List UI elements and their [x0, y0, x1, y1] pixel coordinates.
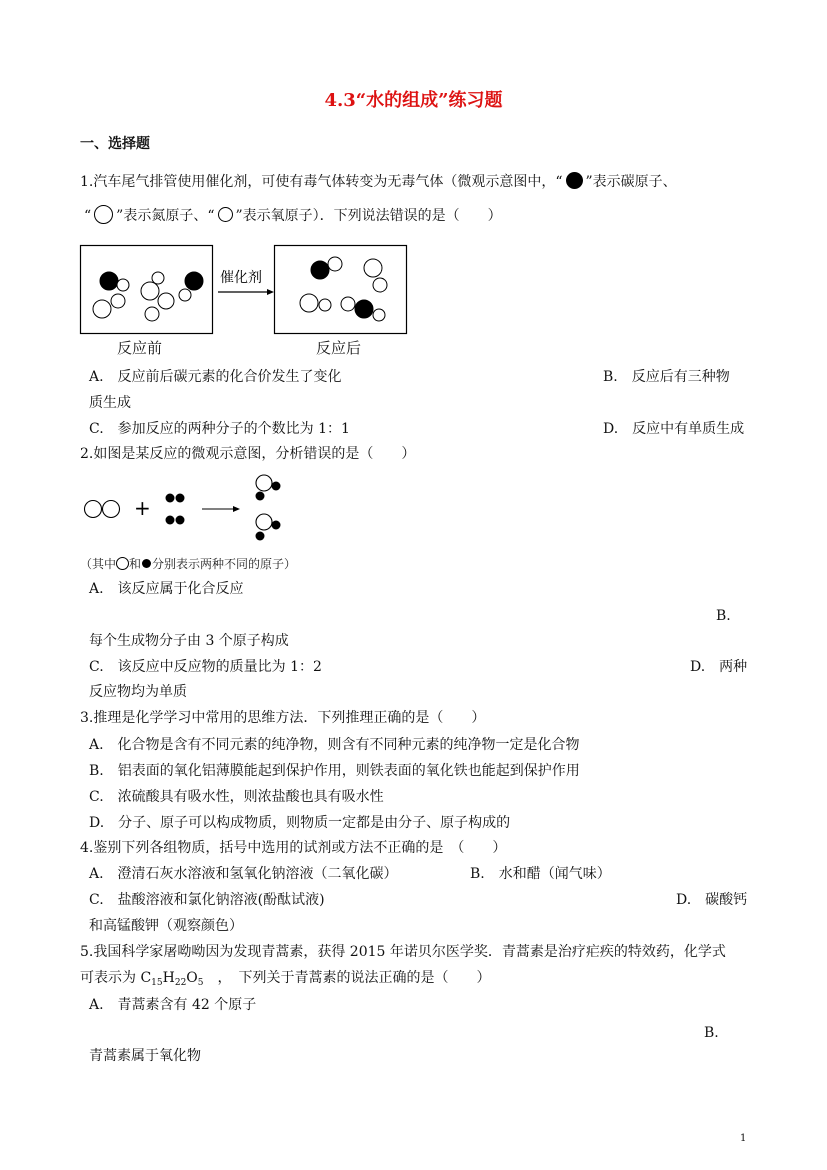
- hydrogen-symbol: H: [162, 970, 175, 986]
- q2-option-b-cont: 每个生成物分子由 3 个原子构成: [89, 633, 289, 649]
- q2-note-text-a: （其中: [80, 557, 117, 571]
- oxygen-atom-icon: [218, 207, 233, 222]
- oxygen-symbol: O: [186, 970, 198, 986]
- product-white-atom: [256, 514, 272, 530]
- q1-stem-text-c: “: [84, 208, 92, 224]
- carbon-atom-icon: [566, 172, 583, 189]
- q1-stem-text-d: ”表示氮原子、“: [116, 208, 215, 224]
- white-atom-icon: [116, 557, 129, 570]
- q2-stem: 2.如图是某反应的微观示意图，分析错误的是（ ）: [80, 446, 416, 462]
- q5-stem-text-a: 可表示为 C: [80, 970, 152, 986]
- q2-option-d[interactable]: D. 两种: [690, 659, 748, 675]
- q5-option-a[interactable]: A. 青蒿素含有 42 个原子: [89, 997, 257, 1013]
- product-black-atom: [256, 532, 265, 541]
- q5-stem-line1: 5.我国科学家屠呦呦因为发现青蒿素，获得 2015 年诺贝尔医学奖．青蒿素是治疗疟疾的特效药，化学式: [80, 944, 726, 960]
- q3-option-d[interactable]: D. 分子、原子可以构成物质，则物质一定都是由分子、原子构成的: [89, 815, 511, 831]
- q1-stem-text-e: ”表示氧原子）．下列说法错误的是（ ）: [235, 208, 502, 224]
- q3-option-c[interactable]: C. 浓硫酸具有吸水性，则浓盐酸也具有吸水性: [89, 789, 384, 805]
- q5-option-b[interactable]: B.: [704, 1025, 719, 1041]
- q3-stem: 3.推理是化学学习中常用的思维方法．下列推理正确的是（ ）: [80, 710, 486, 726]
- black-atom: [176, 516, 185, 525]
- product-black-atom: [272, 482, 281, 491]
- reaction-arrowhead: [267, 289, 274, 295]
- q4-option-a[interactable]: A. 澄清石灰水溶液和氢氧化钠溶液（二氧化碳）: [89, 866, 398, 882]
- product-black-atom: [256, 492, 265, 501]
- carbon-subscript: 15: [151, 978, 163, 988]
- q1-option-d[interactable]: D. 反应中有单质生成: [603, 421, 745, 437]
- q3-option-b[interactable]: B. 铝表面的氧化铝薄膜能起到保护作用，则铁表面的氧化铁也能起到保护作用: [89, 763, 580, 779]
- q4-option-d-cont: 和高锰酸钾（观察颜色）: [89, 918, 243, 934]
- product-black-atom: [272, 521, 281, 530]
- q2-option-b[interactable]: B.: [716, 608, 731, 624]
- black-atom: [166, 494, 175, 503]
- q1-option-c[interactable]: C. 参加反应的两种分子的个数比为 1：1: [89, 421, 350, 437]
- q1-stem-text-a: 1.汽车尾气排管使用催化剂，可使有毒气体转变为无毒气体（微观示意图中，“: [80, 174, 563, 190]
- nitrogen-atom-icon: [94, 205, 113, 224]
- q4-option-b[interactable]: B. 水和醋（闻气味）: [470, 866, 611, 882]
- catalyst-label: 催化剂: [220, 270, 262, 286]
- section-heading: 一、选择题: [80, 136, 150, 152]
- q5-stem-text-b: ， 下列关于青蒿素的说法正确的是（ ）: [203, 970, 491, 986]
- black-atom: [166, 516, 175, 525]
- q2-option-c[interactable]: C. 该反应中反应物的质量比为 1：2: [89, 659, 322, 675]
- q5-option-b-cont: 青蒿素属于氧化物: [89, 1048, 201, 1064]
- hydrogen-subscript: 22: [174, 978, 187, 988]
- after-label: 反应后: [316, 339, 362, 357]
- oxygen-subscript: 5: [197, 978, 204, 988]
- q1-option-b-cont: 质生成: [89, 395, 131, 411]
- q1-option-b[interactable]: B. 反应后有三种物: [603, 369, 730, 385]
- q2-option-a[interactable]: A. 该反应属于化合反应: [89, 581, 244, 597]
- q4-option-d[interactable]: D. 碳酸钙: [676, 892, 748, 908]
- q1-option-a[interactable]: A. 反应前后碳元素的化合价发生了变化: [89, 369, 342, 385]
- q4-option-c[interactable]: C. 盐酸溶液和氯化钠溶液(酚酞试液): [89, 892, 325, 908]
- q1-stem-line2: [84, 205, 502, 224]
- black-atom-icon: [142, 559, 151, 568]
- q2-arrowhead: [233, 506, 240, 512]
- q1-reaction-diagram: [80, 244, 410, 339]
- product-white-atom: [256, 475, 272, 491]
- q1-stem-line1: [80, 172, 677, 189]
- before-label: 反应前: [117, 339, 163, 357]
- white-atom: [85, 501, 102, 518]
- q2-reaction-diagram: [84, 472, 284, 547]
- after-box: [275, 246, 407, 334]
- page-number: 1: [740, 1133, 747, 1144]
- white-atom: [103, 501, 120, 518]
- q2-note-text-c: 分别表示两种不同的原子）: [152, 557, 297, 571]
- q3-option-a[interactable]: A. 化合物是含有不同元素的纯净物，则含有不同种元素的纯净物一定是化合物: [89, 737, 580, 753]
- page-title: 4.3“水的组成”练习题: [324, 90, 503, 111]
- plus-sign: +: [134, 496, 151, 520]
- q5-stem-line2: [80, 970, 491, 988]
- q2-legend-note: [80, 557, 296, 570]
- q2-option-d-cont: 反应物均为单质: [89, 684, 187, 700]
- q4-stem: 4.鉴别下列各组物质，括号中选用的试剂或方法不正确的是 （ ）: [80, 840, 507, 856]
- black-atom: [176, 494, 185, 503]
- q2-note-text-b: 和: [129, 557, 142, 571]
- q1-stem-text-b: ”表示碳原子、: [585, 174, 677, 190]
